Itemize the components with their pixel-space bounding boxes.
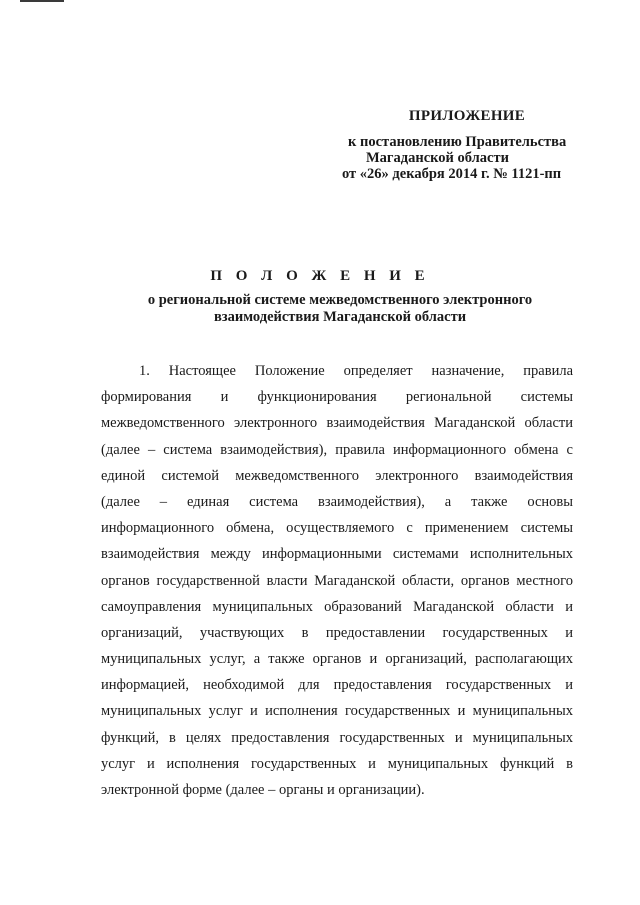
paragraph-line: самоуправления муниципальных образований Магаданской области и bbox=[101, 598, 573, 615]
appendix-line-date-number: от «26» декабря 2014 г. № 1121-пп bbox=[342, 166, 562, 182]
paragraph-line: органов государственной власти Магаданской области, органов местного bbox=[101, 572, 573, 589]
document-title: П О Л О Ж Е Н И Е bbox=[210, 268, 430, 284]
paragraph-1 bbox=[101, 358, 573, 803]
paragraph-line: функций, в целях предоставления государственных и муниципальных bbox=[101, 729, 573, 746]
paragraph-line: услуг и исполнения государственных и муниципальных функций в bbox=[101, 755, 573, 772]
paragraph-line: (далее – система взаимодействия), правила информационного обмена с bbox=[101, 441, 573, 458]
appendix-line-region: Магаданской области bbox=[366, 150, 509, 166]
paragraph-line: 1. Настоящее Положение определяет назначение, правила bbox=[139, 363, 573, 379]
appendix-header bbox=[330, 108, 590, 182]
paragraph-line: (далее – единая система взаимодействия), а также основы bbox=[101, 493, 573, 510]
appendix-title: ПРИЛОЖЕНИЕ bbox=[408, 108, 526, 124]
paragraph-line: электронной форме (далее – органы и организации). bbox=[101, 782, 425, 798]
paragraph-line: информацией, необходимой для предоставления государственных и bbox=[101, 677, 573, 694]
paragraph-line: формирования и функционирования региональной системы bbox=[101, 389, 573, 406]
paragraph-line: организаций, участвующих в предоставлении государственных и bbox=[101, 624, 573, 641]
document-subtitle-line-1: о региональной системе межведомственного электронного bbox=[147, 292, 533, 308]
paragraph-line: межведомственного электронного взаимодействия Магаданской области bbox=[101, 415, 573, 432]
paragraph-line: муниципальных услуг и исполнения государственных и муниципальных bbox=[101, 703, 573, 720]
page-corner-mark bbox=[20, 0, 64, 2]
paragraph-line: взаимодействия между информационными системами исполнительных bbox=[101, 546, 573, 563]
document-subtitle bbox=[130, 292, 550, 326]
document-subtitle-line-2: взаимодействия Магаданской области bbox=[213, 309, 467, 325]
paragraph-line: муниципальных услуг, а также органов и организаций, располагающих bbox=[101, 651, 573, 668]
appendix-line-resolution: к постановлению Правительства bbox=[348, 134, 567, 150]
paragraph-line: информационного обмена, осуществляемого с применением системы bbox=[101, 520, 573, 537]
paragraph-line: единой системой межведомственного электронного взаимодействия bbox=[101, 467, 573, 484]
